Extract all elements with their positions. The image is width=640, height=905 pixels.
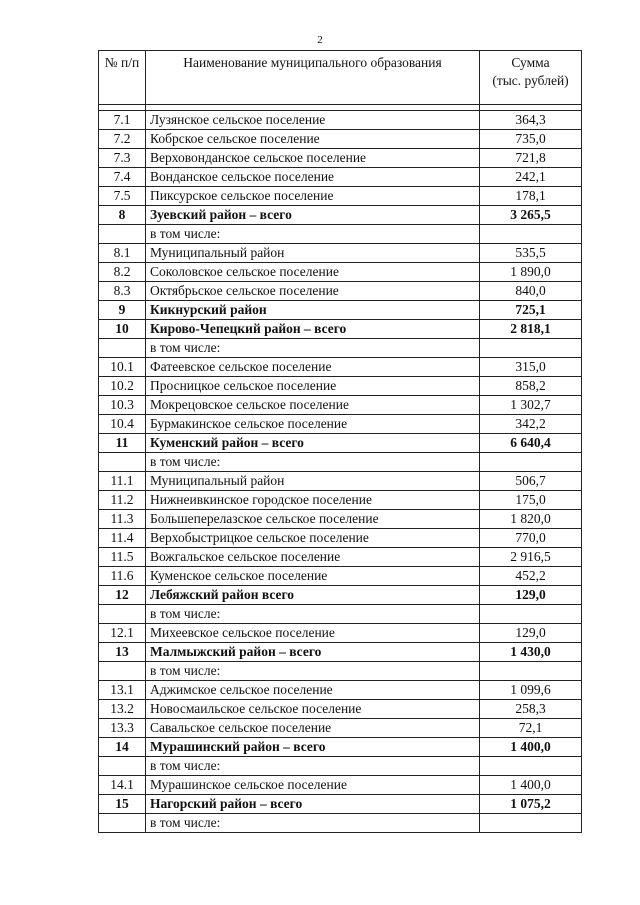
- row-name: Савальское сельское поселение: [146, 719, 480, 738]
- row-sum: 175,0: [480, 491, 582, 510]
- row-sum: 6 640,4: [480, 434, 582, 453]
- table-row: [99, 206, 582, 225]
- table-row: [99, 719, 582, 738]
- row-number: [99, 339, 146, 358]
- row-number: 8: [99, 206, 146, 225]
- row-number: 11.5: [99, 548, 146, 567]
- row-sum: 506,7: [480, 472, 582, 491]
- row-sum: 858,2: [480, 377, 582, 396]
- row-sum: 1 890,0: [480, 263, 582, 282]
- table-row: [99, 244, 582, 263]
- row-number: 11.3: [99, 510, 146, 529]
- row-number: 8.3: [99, 282, 146, 301]
- row-sum: 342,2: [480, 415, 582, 434]
- row-number: [99, 225, 146, 244]
- row-sum: 1 400,0: [480, 776, 582, 795]
- row-name: Куменский район – всего: [146, 434, 480, 453]
- row-number: 11.6: [99, 567, 146, 586]
- row-sum: [480, 814, 582, 833]
- row-name: Просницкое сельское поселение: [146, 377, 480, 396]
- row-number: 7.3: [99, 149, 146, 168]
- row-number: 7.4: [99, 168, 146, 187]
- row-name: Соколовское сельское поселение: [146, 263, 480, 282]
- header-row: [99, 51, 582, 105]
- row-number: [99, 605, 146, 624]
- row-name: в том числе:: [146, 605, 480, 624]
- row-name: в том числе:: [146, 662, 480, 681]
- row-sum: 840,0: [480, 282, 582, 301]
- row-name: Верховонданское сельское поселение: [146, 149, 480, 168]
- row-number: 10.4: [99, 415, 146, 434]
- table-row: [99, 605, 582, 624]
- row-name: Михеевское сельское поселение: [146, 624, 480, 643]
- row-name: Нагорский район – всего: [146, 795, 480, 814]
- header-sum-title: Сумма: [511, 55, 550, 70]
- row-sum: [480, 339, 582, 358]
- row-name: Верхобыстрицкое сельское поселение: [146, 529, 480, 548]
- table-row: [99, 339, 582, 358]
- row-name: Куменское сельское поселение: [146, 567, 480, 586]
- table-row: [99, 776, 582, 795]
- row-name: Кикнурский район: [146, 301, 480, 320]
- row-name: в том числе:: [146, 453, 480, 472]
- row-name: Октябрьское сельское поселение: [146, 282, 480, 301]
- row-number: 7.2: [99, 130, 146, 149]
- table-row: [99, 700, 582, 719]
- table-row: [99, 111, 582, 130]
- row-name: в том числе:: [146, 757, 480, 776]
- row-sum: 1 400,0: [480, 738, 582, 757]
- row-sum: [480, 225, 582, 244]
- row-sum: [480, 605, 582, 624]
- row-name: Лебяжский район всего: [146, 586, 480, 605]
- table-body: [99, 105, 582, 833]
- row-number: 11.2: [99, 491, 146, 510]
- table-row: [99, 358, 582, 377]
- row-sum: 452,2: [480, 567, 582, 586]
- row-name: в том числе:: [146, 814, 480, 833]
- table-row: [99, 662, 582, 681]
- table-row: [99, 453, 582, 472]
- row-number: 15: [99, 795, 146, 814]
- table-row: [99, 187, 582, 206]
- row-name: Нижнеивкинское городское поселение: [146, 491, 480, 510]
- table-row: [99, 738, 582, 757]
- table-row: [99, 757, 582, 776]
- header-sum-unit: (тыс. рублей): [492, 73, 569, 88]
- table-row: [99, 320, 582, 339]
- row-sum: 1 302,7: [480, 396, 582, 415]
- row-number: 13: [99, 643, 146, 662]
- table-row: [99, 130, 582, 149]
- row-number: 8.2: [99, 263, 146, 282]
- row-number: 14.1: [99, 776, 146, 795]
- table-row: [99, 472, 582, 491]
- row-sum: [480, 757, 582, 776]
- table-row: [99, 225, 582, 244]
- row-name: Муниципальный район: [146, 472, 480, 491]
- row-number: [99, 662, 146, 681]
- row-sum: 1 820,0: [480, 510, 582, 529]
- row-number: 9: [99, 301, 146, 320]
- table-row: [99, 548, 582, 567]
- row-sum: 258,3: [480, 700, 582, 719]
- header-number: № п/п: [99, 51, 146, 105]
- row-sum: [480, 453, 582, 472]
- row-sum: 129,0: [480, 624, 582, 643]
- row-number: 13.2: [99, 700, 146, 719]
- table-header: [99, 51, 582, 105]
- row-name: Зуевский район – всего: [146, 206, 480, 225]
- table-row: [99, 643, 582, 662]
- row-number: 7.1: [99, 111, 146, 130]
- row-sum: 364,3: [480, 111, 582, 130]
- row-sum: [480, 662, 582, 681]
- table-row: [99, 624, 582, 643]
- table-row: [99, 301, 582, 320]
- row-sum: 721,8: [480, 149, 582, 168]
- row-sum: 770,0: [480, 529, 582, 548]
- row-sum: 3 265,5: [480, 206, 582, 225]
- page-number: 2: [317, 34, 323, 46]
- row-number: 11.1: [99, 472, 146, 491]
- row-sum: 242,1: [480, 168, 582, 187]
- row-sum: 1 099,6: [480, 681, 582, 700]
- row-name: Малмыжский район – всего: [146, 643, 480, 662]
- row-number: 14: [99, 738, 146, 757]
- row-number: 11.4: [99, 529, 146, 548]
- row-name: Мокрецовское сельское поселение: [146, 396, 480, 415]
- row-sum: 1 430,0: [480, 643, 582, 662]
- table-row: [99, 586, 582, 605]
- table-row: [99, 377, 582, 396]
- table-row: [99, 491, 582, 510]
- row-sum: 315,0: [480, 358, 582, 377]
- row-number: 10.1: [99, 358, 146, 377]
- header-sum: [480, 51, 582, 105]
- table-row: [99, 795, 582, 814]
- row-name: Новосмаильское сельское поселение: [146, 700, 480, 719]
- table-row: [99, 396, 582, 415]
- row-name: Вожгальское сельское поселение: [146, 548, 480, 567]
- row-number: 12.1: [99, 624, 146, 643]
- row-number: [99, 814, 146, 833]
- row-number: [99, 453, 146, 472]
- row-number: 12: [99, 586, 146, 605]
- table-row: [99, 529, 582, 548]
- row-sum: 535,5: [480, 244, 582, 263]
- table-row: [99, 415, 582, 434]
- row-name: Фатеевское сельское поселение: [146, 358, 480, 377]
- table-row: [99, 681, 582, 700]
- row-number: 13.1: [99, 681, 146, 700]
- table-row: [99, 567, 582, 586]
- row-name: Пиксурское сельское поселение: [146, 187, 480, 206]
- row-number: [99, 757, 146, 776]
- row-name: Бурмакинское сельское поселение: [146, 415, 480, 434]
- row-name: Муниципальный район: [146, 244, 480, 263]
- row-name: Кобрское сельское поселение: [146, 130, 480, 149]
- table-row: [99, 510, 582, 529]
- table-row: [99, 149, 582, 168]
- allocation-table: [98, 50, 582, 833]
- row-number: 10.2: [99, 377, 146, 396]
- row-name: в том числе:: [146, 225, 480, 244]
- row-sum: 735,0: [480, 130, 582, 149]
- row-number: 7.5: [99, 187, 146, 206]
- row-number: 10: [99, 320, 146, 339]
- row-name: Вонданское сельское поселение: [146, 168, 480, 187]
- row-sum: 72,1: [480, 719, 582, 738]
- row-sum: 725,1: [480, 301, 582, 320]
- row-sum: 2 916,5: [480, 548, 582, 567]
- row-name: Кирово-Чепецкий район – всего: [146, 320, 480, 339]
- row-sum: 129,0: [480, 586, 582, 605]
- row-name: Мурашинский район – всего: [146, 738, 480, 757]
- table-row: [99, 814, 582, 833]
- row-name: в том числе:: [146, 339, 480, 358]
- table-row: [99, 282, 582, 301]
- row-sum: 178,1: [480, 187, 582, 206]
- row-name: Большеперелазское сельское поселение: [146, 510, 480, 529]
- table-row: [99, 168, 582, 187]
- row-number: 8.1: [99, 244, 146, 263]
- table-row: [99, 434, 582, 453]
- row-number: 13.3: [99, 719, 146, 738]
- row-sum: 2 818,1: [480, 320, 582, 339]
- table-row: [99, 263, 582, 282]
- row-name: Мурашинское сельское поселение: [146, 776, 480, 795]
- row-number: 10.3: [99, 396, 146, 415]
- row-sum: 1 075,2: [480, 795, 582, 814]
- row-name: Аджимское сельское поселение: [146, 681, 480, 700]
- header-name: Наименование муниципального образования: [146, 51, 480, 105]
- row-number: 11: [99, 434, 146, 453]
- row-name: Лузянское сельское поселение: [146, 111, 480, 130]
